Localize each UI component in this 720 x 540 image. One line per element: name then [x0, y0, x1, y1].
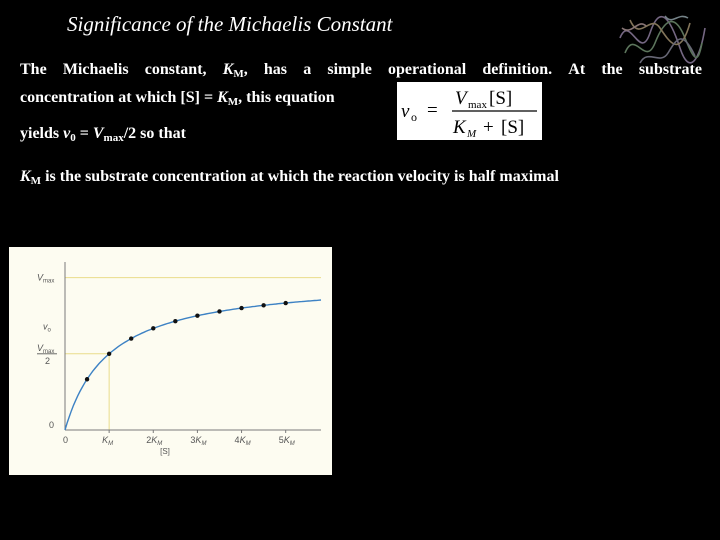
slide-title: Significance of the Michaelis Constant	[67, 12, 393, 36]
x-tick-label: $4K_M$	[234, 435, 251, 447]
x-axis-label: [S]	[160, 447, 170, 456]
michaelis-menten-equation	[397, 82, 542, 140]
velocity-curve	[65, 300, 321, 430]
y-label-half-denominator: 2	[45, 355, 51, 366]
data-point	[129, 336, 133, 340]
data-point	[173, 319, 177, 323]
word: The	[20, 61, 47, 78]
word: operational	[387, 61, 467, 78]
data-point	[107, 352, 111, 356]
x-tick-label: $5K_M$	[278, 435, 295, 447]
x-tick-label: $2K_M$	[146, 435, 163, 447]
michaelis-menten-plot	[9, 247, 332, 475]
equation-lhs-sub: o	[411, 110, 417, 124]
definition-paragraph	[20, 58, 702, 114]
definition-line-1	[20, 58, 702, 86]
equation-lhs-v: v	[401, 101, 410, 122]
y-label-vmax: $V_{max}$	[37, 272, 55, 285]
word: constant,	[144, 61, 207, 78]
word: definition.	[482, 61, 553, 78]
word: substrate	[638, 61, 702, 78]
equation-denominator-sub: M	[467, 128, 477, 140]
word: At	[568, 61, 586, 78]
equation-denominator-plus: +	[483, 117, 494, 138]
definition-line-2: concentration at which $[S] = K_M$, this equation	[20, 89, 335, 108]
yields-line: yields $v_0 = V_{max}/2$ so that	[20, 125, 186, 144]
word: simple	[327, 61, 372, 78]
data-point	[261, 303, 265, 307]
data-point	[195, 314, 199, 318]
equation-equals: =	[427, 100, 438, 121]
data-point	[239, 306, 243, 310]
data-point	[85, 377, 89, 381]
data-point	[283, 301, 287, 305]
equation-denominator-s: [S]	[501, 117, 525, 138]
y-label-zero: 0	[49, 420, 55, 430]
x-tick-label: 0	[63, 435, 69, 445]
word: the	[601, 61, 623, 78]
equation-denominator-k: K	[453, 117, 466, 138]
y-label-half-vmax: $V_{max}$	[37, 342, 55, 355]
data-point	[217, 309, 221, 313]
km-definition-line: $K_M$ is the substrate concentration at which the reaction velocity is half maximal	[20, 168, 559, 187]
equation-numerator-s: [S]	[489, 88, 513, 109]
km-symbol: $K_M$,	[222, 61, 248, 80]
x-tick-label: $3K_M$	[190, 435, 207, 447]
x-tick-label: $K_M$	[102, 435, 114, 447]
y-label-v0: $v_o$	[43, 321, 51, 334]
equation-numerator-sub: max	[468, 99, 487, 111]
data-point	[151, 326, 155, 330]
equation-numerator-v: V	[455, 88, 467, 109]
word: has	[263, 61, 288, 78]
word: a	[303, 61, 312, 78]
word: Michaelis	[62, 61, 129, 78]
